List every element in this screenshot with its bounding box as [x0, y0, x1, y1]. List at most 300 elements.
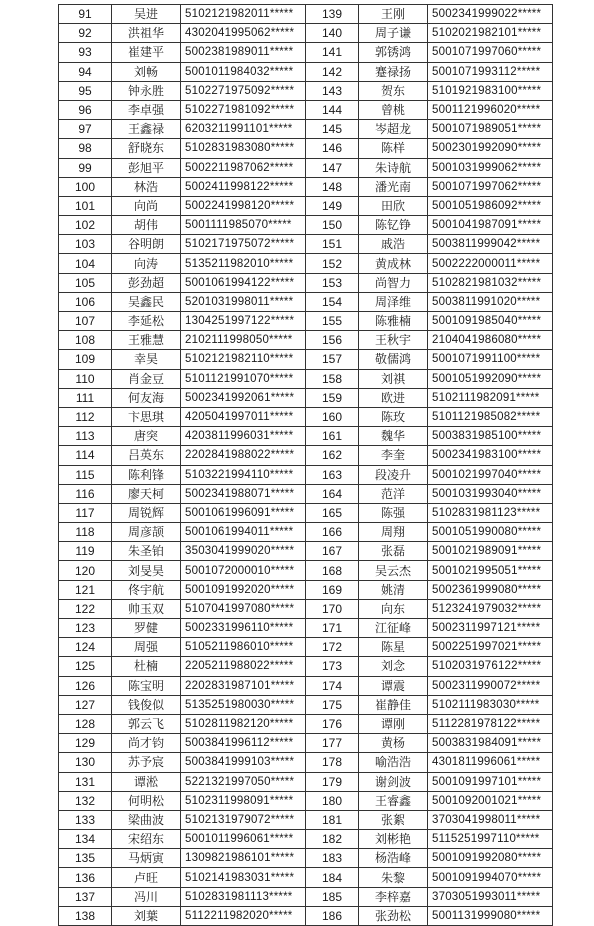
table-row [59, 158, 553, 177]
right-id-cell: 5001091992080***** [428, 849, 553, 868]
table-row [59, 830, 553, 849]
right-id-cell: 5002251997021***** [428, 638, 553, 657]
right-name-cell: 张劲松 [359, 906, 428, 925]
right-number-cell: 182 [306, 830, 359, 849]
right-number-cell: 174 [306, 676, 359, 695]
left-id-cell: 5003841999103***** [181, 753, 306, 772]
left-number-cell: 104 [59, 254, 112, 273]
right-number-cell: 175 [306, 695, 359, 714]
left-id-cell: 5102831983080***** [181, 139, 306, 158]
right-number-cell: 183 [306, 849, 359, 868]
left-number-cell: 129 [59, 734, 112, 753]
table-row [59, 619, 553, 638]
left-id-cell: 5102271975092***** [181, 81, 306, 100]
right-number-cell: 186 [306, 906, 359, 925]
left-name-cell: 周锐辉 [112, 503, 181, 522]
left-number-cell: 127 [59, 695, 112, 714]
right-number-cell: 184 [306, 868, 359, 887]
right-number-cell: 144 [306, 100, 359, 119]
right-name-cell: 陈钇铮 [359, 216, 428, 235]
left-name-cell: 廖天柯 [112, 484, 181, 503]
table-row [59, 388, 553, 407]
left-id-cell: 5002331996110***** [181, 619, 306, 638]
left-number-cell: 130 [59, 753, 112, 772]
right-number-cell: 142 [306, 62, 359, 81]
right-name-cell: 谢剑波 [359, 772, 428, 791]
right-name-cell: 王刚 [359, 5, 428, 24]
right-id-cell: 5001021989091***** [428, 542, 553, 561]
table-row [59, 446, 553, 465]
left-number-cell: 97 [59, 120, 112, 139]
right-name-cell: 陈样 [359, 139, 428, 158]
table-row [59, 772, 553, 791]
left-name-cell: 肖金豆 [112, 369, 181, 388]
table-row [59, 714, 553, 733]
table-row [59, 273, 553, 292]
table-row [59, 216, 553, 235]
left-name-cell: 李延松 [112, 312, 181, 331]
left-name-cell: 尚才钧 [112, 734, 181, 753]
left-id-cell: 5221321997050***** [181, 772, 306, 791]
left-number-cell: 92 [59, 24, 112, 43]
right-id-cell: 5001131999080***** [428, 906, 553, 925]
right-name-cell: 田欣 [359, 196, 428, 215]
right-number-cell: 164 [306, 484, 359, 503]
right-name-cell: 尚智力 [359, 273, 428, 292]
left-number-cell: 120 [59, 561, 112, 580]
left-id-cell: 5102121982110***** [181, 350, 306, 369]
left-number-cell: 91 [59, 5, 112, 24]
left-name-cell: 梁曲波 [112, 810, 181, 829]
right-name-cell: 刘彬艳 [359, 830, 428, 849]
right-number-cell: 177 [306, 734, 359, 753]
right-name-cell: 崔静佳 [359, 695, 428, 714]
left-name-cell: 向尚 [112, 196, 181, 215]
left-id-cell: 5102311998091***** [181, 791, 306, 810]
left-id-cell: 5102811982120***** [181, 714, 306, 733]
left-id-cell: 5135251980030***** [181, 695, 306, 714]
right-id-cell: 5001071989051***** [428, 120, 553, 139]
table-row [59, 369, 553, 388]
table-row [59, 81, 553, 100]
right-name-cell: 戚浩 [359, 235, 428, 254]
left-name-cell: 谷明朗 [112, 235, 181, 254]
right-name-cell: 刘念 [359, 657, 428, 676]
left-number-cell: 103 [59, 235, 112, 254]
left-id-cell: 2102111998050***** [181, 331, 306, 350]
table-row [59, 657, 553, 676]
table-row [59, 177, 553, 196]
right-id-cell: 5003831985100***** [428, 427, 553, 446]
right-name-cell: 张絮 [359, 810, 428, 829]
left-name-cell: 佟宇航 [112, 580, 181, 599]
right-id-cell: 5002311997121***** [428, 619, 553, 638]
table-row [59, 906, 553, 925]
right-id-cell: 5102111983030***** [428, 695, 553, 714]
left-number-cell: 119 [59, 542, 112, 561]
left-id-cell: 3503041999020***** [181, 542, 306, 561]
right-name-cell: 张磊 [359, 542, 428, 561]
right-number-cell: 143 [306, 81, 359, 100]
left-name-cell: 卢旺 [112, 868, 181, 887]
right-name-cell: 谭刚 [359, 714, 428, 733]
right-id-cell: 5102821981032***** [428, 273, 553, 292]
right-number-cell: 170 [306, 599, 359, 618]
left-id-cell: 5001061994122***** [181, 273, 306, 292]
right-name-cell: 陈玫 [359, 407, 428, 426]
right-number-cell: 148 [306, 177, 359, 196]
left-name-cell: 朱圣铂 [112, 542, 181, 561]
right-name-cell: 岑超龙 [359, 120, 428, 139]
right-number-cell: 145 [306, 120, 359, 139]
left-name-cell: 吴进 [112, 5, 181, 24]
right-name-cell: 姚清 [359, 580, 428, 599]
right-id-cell: 5101921983100***** [428, 81, 553, 100]
left-number-cell: 114 [59, 446, 112, 465]
right-number-cell: 149 [306, 196, 359, 215]
right-id-cell: 5003811999042***** [428, 235, 553, 254]
left-number-cell: 128 [59, 714, 112, 733]
left-name-cell: 胡伟 [112, 216, 181, 235]
right-number-cell: 154 [306, 292, 359, 311]
right-number-cell: 152 [306, 254, 359, 273]
right-number-cell: 166 [306, 523, 359, 542]
left-number-cell: 118 [59, 523, 112, 542]
right-id-cell: 5102831981123***** [428, 503, 553, 522]
left-name-cell: 崔建平 [112, 43, 181, 62]
right-id-cell: 5001031993040***** [428, 484, 553, 503]
table-row [59, 427, 553, 446]
right-id-cell: 5002311990072***** [428, 676, 553, 695]
right-name-cell: 朱诗航 [359, 158, 428, 177]
left-number-cell: 124 [59, 638, 112, 657]
right-name-cell: 郭锈鸿 [359, 43, 428, 62]
left-name-cell: 刘葉 [112, 906, 181, 925]
right-id-cell: 5001121996020***** [428, 100, 553, 119]
right-number-cell: 180 [306, 791, 359, 810]
right-id-cell: 5001051992090***** [428, 369, 553, 388]
left-name-cell: 陈利锋 [112, 465, 181, 484]
left-name-cell: 王雅慧 [112, 331, 181, 350]
left-name-cell: 帅玉双 [112, 599, 181, 618]
right-number-cell: 178 [306, 753, 359, 772]
left-number-cell: 125 [59, 657, 112, 676]
left-number-cell: 110 [59, 369, 112, 388]
table-row [59, 599, 553, 618]
right-id-cell: 5001091985040***** [428, 312, 553, 331]
left-id-cell: 5001061996091***** [181, 503, 306, 522]
right-name-cell: 范洋 [359, 484, 428, 503]
right-name-cell: 欧进 [359, 388, 428, 407]
left-number-cell: 93 [59, 43, 112, 62]
right-number-cell: 159 [306, 388, 359, 407]
left-name-cell: 周彦颉 [112, 523, 181, 542]
right-number-cell: 181 [306, 810, 359, 829]
right-name-cell: 蹇禄扬 [359, 62, 428, 81]
left-id-cell: 6203211991101***** [181, 120, 306, 139]
roster-table-body [59, 5, 553, 926]
left-number-cell: 131 [59, 772, 112, 791]
left-number-cell: 132 [59, 791, 112, 810]
left-id-cell: 4205041997011***** [181, 407, 306, 426]
left-id-cell: 5001061994011***** [181, 523, 306, 542]
right-number-cell: 160 [306, 407, 359, 426]
table-row [59, 331, 553, 350]
left-id-cell: 5002341988071***** [181, 484, 306, 503]
right-id-cell: 5112281978122***** [428, 714, 553, 733]
left-number-cell: 133 [59, 810, 112, 829]
roster-table [58, 4, 553, 926]
left-number-cell: 105 [59, 273, 112, 292]
right-name-cell: 贺东 [359, 81, 428, 100]
table-row [59, 887, 553, 906]
right-number-cell: 139 [306, 5, 359, 24]
right-id-cell: 5102021982101***** [428, 24, 553, 43]
table-row [59, 100, 553, 119]
right-number-cell: 146 [306, 139, 359, 158]
right-name-cell: 陈强 [359, 503, 428, 522]
right-name-cell: 周子谦 [359, 24, 428, 43]
left-id-cell: 5102271981092***** [181, 100, 306, 119]
right-number-cell: 185 [306, 887, 359, 906]
right-name-cell: 李梓嘉 [359, 887, 428, 906]
left-name-cell: 周强 [112, 638, 181, 657]
table-row [59, 542, 553, 561]
left-number-cell: 115 [59, 465, 112, 484]
right-name-cell: 李奎 [359, 446, 428, 465]
table-row [59, 849, 553, 868]
left-name-cell: 陈宝明 [112, 676, 181, 695]
right-number-cell: 172 [306, 638, 359, 657]
left-id-cell: 2202831987101***** [181, 676, 306, 695]
right-number-cell: 169 [306, 580, 359, 599]
right-number-cell: 165 [306, 503, 359, 522]
left-id-cell: 5105211986010***** [181, 638, 306, 657]
left-name-cell: 何友海 [112, 388, 181, 407]
right-name-cell: 曾桃 [359, 100, 428, 119]
left-name-cell: 钱俊似 [112, 695, 181, 714]
right-number-cell: 168 [306, 561, 359, 580]
left-number-cell: 112 [59, 407, 112, 426]
left-id-cell: 2205211988022***** [181, 657, 306, 676]
right-name-cell: 喻浩浩 [359, 753, 428, 772]
left-id-cell: 5102141983031***** [181, 868, 306, 887]
right-id-cell: 5001071991100***** [428, 350, 553, 369]
table-row [59, 523, 553, 542]
right-name-cell: 周翔 [359, 523, 428, 542]
left-number-cell: 113 [59, 427, 112, 446]
right-id-cell: 5001092001021***** [428, 791, 553, 810]
left-name-cell: 吕英东 [112, 446, 181, 465]
right-name-cell: 周泽维 [359, 292, 428, 311]
left-name-cell: 王鑫禄 [112, 120, 181, 139]
left-number-cell: 94 [59, 62, 112, 81]
right-id-cell: 5001021995051***** [428, 561, 553, 580]
right-name-cell: 朱黎 [359, 868, 428, 887]
left-number-cell: 134 [59, 830, 112, 849]
table-row [59, 5, 553, 24]
table-row [59, 120, 553, 139]
left-name-cell: 刘旻昊 [112, 561, 181, 580]
right-id-cell: 5003811991020***** [428, 292, 553, 311]
right-id-cell: 5002301992090***** [428, 139, 553, 158]
table-row [59, 561, 553, 580]
left-number-cell: 106 [59, 292, 112, 311]
right-number-cell: 155 [306, 312, 359, 331]
left-number-cell: 102 [59, 216, 112, 235]
table-row [59, 24, 553, 43]
left-number-cell: 136 [59, 868, 112, 887]
right-number-cell: 161 [306, 427, 359, 446]
left-number-cell: 111 [59, 388, 112, 407]
left-name-cell: 洪祖华 [112, 24, 181, 43]
table-row [59, 407, 553, 426]
right-name-cell: 刘祺 [359, 369, 428, 388]
right-number-cell: 162 [306, 446, 359, 465]
left-name-cell: 向涛 [112, 254, 181, 273]
table-row [59, 196, 553, 215]
left-number-cell: 122 [59, 599, 112, 618]
left-id-cell: 5001111985070***** [181, 216, 306, 235]
left-id-cell: 5101121991070***** [181, 369, 306, 388]
right-id-cell: 5102031976122***** [428, 657, 553, 676]
left-id-cell: 4203811996031***** [181, 427, 306, 446]
left-id-cell: 5003841996112***** [181, 734, 306, 753]
left-id-cell: 5103221994110***** [181, 465, 306, 484]
right-id-cell: 5123241979032***** [428, 599, 553, 618]
table-row [59, 235, 553, 254]
left-id-cell: 5001011996061***** [181, 830, 306, 849]
left-id-cell: 5102831981113***** [181, 887, 306, 906]
left-id-cell: 5002211987062***** [181, 158, 306, 177]
left-name-cell: 彭劲超 [112, 273, 181, 292]
left-id-cell: 5102121982011***** [181, 5, 306, 24]
right-number-cell: 173 [306, 657, 359, 676]
left-name-cell: 唐突 [112, 427, 181, 446]
left-id-cell: 5107041997080***** [181, 599, 306, 618]
left-name-cell: 杜楠 [112, 657, 181, 676]
right-number-cell: 179 [306, 772, 359, 791]
right-id-cell: 5001051990080***** [428, 523, 553, 542]
table-row [59, 791, 553, 810]
right-name-cell: 魏华 [359, 427, 428, 446]
left-id-cell: 5002241998120***** [181, 196, 306, 215]
left-name-cell: 冯川 [112, 887, 181, 906]
right-id-cell: 5001071997060***** [428, 43, 553, 62]
left-name-cell: 宋绍东 [112, 830, 181, 849]
left-id-cell: 2202841988022***** [181, 446, 306, 465]
left-number-cell: 123 [59, 619, 112, 638]
left-number-cell: 100 [59, 177, 112, 196]
table-row [59, 580, 553, 599]
table-row [59, 312, 553, 331]
right-number-cell: 153 [306, 273, 359, 292]
left-id-cell: 5002341992061***** [181, 388, 306, 407]
right-name-cell: 向东 [359, 599, 428, 618]
left-number-cell: 138 [59, 906, 112, 925]
table-row [59, 465, 553, 484]
left-number-cell: 98 [59, 139, 112, 158]
left-name-cell: 彭旭平 [112, 158, 181, 177]
left-name-cell: 罗健 [112, 619, 181, 638]
right-id-cell: 5001071993112***** [428, 62, 553, 81]
right-id-cell: 5002222000011***** [428, 254, 553, 273]
right-name-cell: 敬儒鸿 [359, 350, 428, 369]
left-number-cell: 108 [59, 331, 112, 350]
left-name-cell: 马炳寅 [112, 849, 181, 868]
right-number-cell: 141 [306, 43, 359, 62]
right-name-cell: 潘光南 [359, 177, 428, 196]
left-id-cell: 5102131979072***** [181, 810, 306, 829]
table-row [59, 484, 553, 503]
right-name-cell: 陈星 [359, 638, 428, 657]
left-number-cell: 99 [59, 158, 112, 177]
left-number-cell: 126 [59, 676, 112, 695]
table-row [59, 810, 553, 829]
left-number-cell: 117 [59, 503, 112, 522]
left-id-cell: 5201031998011***** [181, 292, 306, 311]
right-name-cell: 江征峰 [359, 619, 428, 638]
left-name-cell: 郭云飞 [112, 714, 181, 733]
right-number-cell: 176 [306, 714, 359, 733]
right-number-cell: 171 [306, 619, 359, 638]
right-id-cell: 5001091994070***** [428, 868, 553, 887]
left-id-cell: 5002411998122***** [181, 177, 306, 196]
left-name-cell: 钟永胜 [112, 81, 181, 100]
right-number-cell: 158 [306, 369, 359, 388]
left-id-cell: 5102171975072***** [181, 235, 306, 254]
right-number-cell: 151 [306, 235, 359, 254]
table-row [59, 292, 553, 311]
right-id-cell: 3703051993011***** [428, 887, 553, 906]
table-row [59, 254, 553, 273]
left-number-cell: 101 [59, 196, 112, 215]
left-number-cell: 116 [59, 484, 112, 503]
left-number-cell: 96 [59, 100, 112, 119]
table-row [59, 868, 553, 887]
right-name-cell: 杨浩峰 [359, 849, 428, 868]
right-number-cell: 140 [306, 24, 359, 43]
left-number-cell: 135 [59, 849, 112, 868]
table-row [59, 676, 553, 695]
left-id-cell: 5001072000010***** [181, 561, 306, 580]
right-name-cell: 陈雅楠 [359, 312, 428, 331]
left-id-cell: 5135211982010***** [181, 254, 306, 273]
right-id-cell: 5101121985082***** [428, 407, 553, 426]
left-id-cell: 5001091992020***** [181, 580, 306, 599]
right-number-cell: 163 [306, 465, 359, 484]
table-row [59, 503, 553, 522]
left-number-cell: 121 [59, 580, 112, 599]
right-name-cell: 王秋宇 [359, 331, 428, 350]
left-id-cell: 5001011984032***** [181, 62, 306, 81]
right-id-cell: 3703041998011***** [428, 810, 553, 829]
right-name-cell: 吴云杰 [359, 561, 428, 580]
right-id-cell: 4301811996061***** [428, 753, 553, 772]
right-id-cell: 5002341983100***** [428, 446, 553, 465]
right-name-cell: 谭震 [359, 676, 428, 695]
right-number-cell: 156 [306, 331, 359, 350]
right-id-cell: 5002341999022***** [428, 5, 553, 24]
table-row [59, 139, 553, 158]
left-name-cell: 苏予宸 [112, 753, 181, 772]
left-name-cell: 幸昊 [112, 350, 181, 369]
left-name-cell: 刘畅 [112, 62, 181, 81]
right-id-cell: 5001021997040***** [428, 465, 553, 484]
left-id-cell: 5002381989011***** [181, 43, 306, 62]
table-row [59, 753, 553, 772]
left-name-cell: 李卓强 [112, 100, 181, 119]
